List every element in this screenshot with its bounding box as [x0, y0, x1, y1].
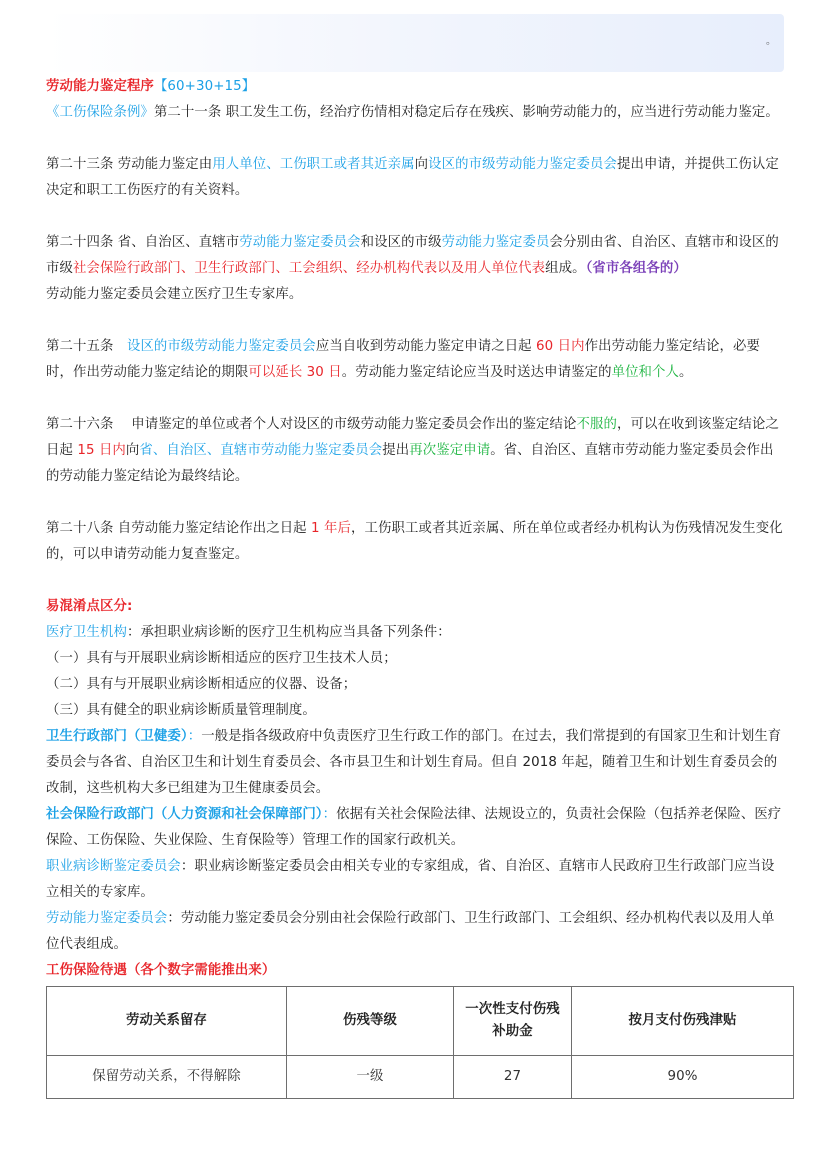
confusion-title: 易混淆点区分:: [46, 599, 133, 614]
law-name: 《工伤保险条例》: [46, 105, 154, 120]
table-cell: 27: [454, 1056, 572, 1099]
article-24-tag: （省市各组各的）: [585, 261, 687, 276]
table-header: 一次性支付伤残补助金: [454, 987, 572, 1056]
table-header-row: [47, 987, 794, 1056]
medical-item-3: （三）具有健全的职业病诊断质量管理制度。: [46, 703, 316, 718]
banner-dot: 。: [766, 36, 776, 47]
article-24: 第二十四条 省、自治区、直辖市劳动能力鉴定委员会和设区的市级劳动能力鉴定委员会分别由省、自治区、直辖市和设区的市级社会保险行政部门、卫生行政部门、工会组织、经办机构代表以及用人单位代表组成。（省市各组各的）: [46, 235, 779, 276]
article-25: 第二十五条 设区的市级劳动能力鉴定委员会应当自收到劳动能力鉴定申请之日起 60 日内作出劳动能力鉴定结论，必要时，作出劳动能力鉴定结论的期限可以延长 30 日。劳动能力鉴定结论应当及时送达申请鉴定的单位和个人。: [46, 339, 761, 380]
article-24-line2: 劳动能力鉴定委员会建立医疗卫生专家库。: [46, 287, 303, 302]
occ-def: 职业病诊断鉴定委员会：职业病诊断鉴定委员会由相关专业的专家组成，省、自治区、直辖市人民政府卫生行政部门应当设立相关的专家库。: [46, 859, 775, 900]
health-def: 卫生行政部门（卫健委）：一般是指各级政府中负责医疗卫生行政工作的部门。在过去，我们常提到的有国家卫生和计划生育委员会与各省、自治区卫生和计划生育委员会、各市县卫生和计划生育局。但自 2018 年起，随着卫生和计划生育委员会的改制，这些机构大多已组建为卫生健康委员会。: [46, 729, 782, 796]
benefits-table: [46, 986, 794, 1099]
header-banner: [46, 14, 784, 72]
labor-def: 劳动能力鉴定委员会：劳动能力鉴定委员会分别由社会保险行政部门、卫生行政部门、工会组织、经办机构代表以及用人单位代表组成。: [46, 911, 775, 952]
medical-item-2: （二）具有与开展职业病诊断相适应的仪器、设备；: [46, 677, 357, 692]
table-header: 伤残等级: [287, 987, 454, 1056]
article-23: 第二十三条 劳动能力鉴定由用人单位、工伤职工或者其近亲属向设区的市级劳动能力鉴定委员会提出申请，并提供工伤认定决定和职工工伤医疗的有关资料。: [46, 157, 779, 198]
procedure-intro: 《工伤保险条例》第二十一条 职工发生工伤，经治疗伤情相对稳定后存在残疾、影响劳动能力的，应当进行劳动能力鉴定。: [46, 105, 779, 120]
procedure-heading: [46, 74, 786, 100]
table-cell: 90%: [572, 1056, 794, 1099]
medical-def: 医疗卫生机构：承担职业病诊断的医疗卫生机构应当具备下列条件：: [46, 625, 451, 640]
table-row: [47, 1056, 794, 1099]
procedure-score: 【60+30+15】: [153, 79, 256, 94]
procedure-title: 劳动能力鉴定程序: [46, 79, 154, 94]
table-header: 按月支付伤残津贴: [572, 987, 794, 1056]
document-body: [46, 74, 786, 1099]
benefits-title: 工伤保险待遇（各个数字需能推出来）: [46, 963, 276, 978]
social-def: 社会保险行政部门（人力资源和社会保障部门）：依据有关社会保险法律、法规设立的，负责社会保险（包括养老保险、医疗保险、工伤保险、失业保险、生育保险等）管理工作的国家行政机关。: [46, 807, 782, 848]
table-cell: 一级: [287, 1056, 454, 1099]
medical-item-1: （一）具有与开展职业病诊断相适应的医疗卫生技术人员；: [46, 651, 397, 666]
table-header: 劳动关系留存: [47, 987, 287, 1056]
article-28: 第二十八条 自劳动能力鉴定结论作出之日起 1 年后，工伤职工或者其近亲属、所在单位或者经办机构认为伤残情况发生变化的，可以申请劳动能力复查鉴定。: [46, 521, 783, 562]
article-26: 第二十六条 申请鉴定的单位或者个人对设区的市级劳动能力鉴定委员会作出的鉴定结论不服的，可以在收到该鉴定结论之日起 15 日内向省、自治区、直辖市劳动能力鉴定委员会提出再次鉴定申请。省、自治区、直辖市劳动能力鉴定委员会作出的劳动能力鉴定结论为最终结论。: [46, 417, 779, 484]
table-cell: 保留劳动关系，不得解除: [47, 1056, 287, 1099]
